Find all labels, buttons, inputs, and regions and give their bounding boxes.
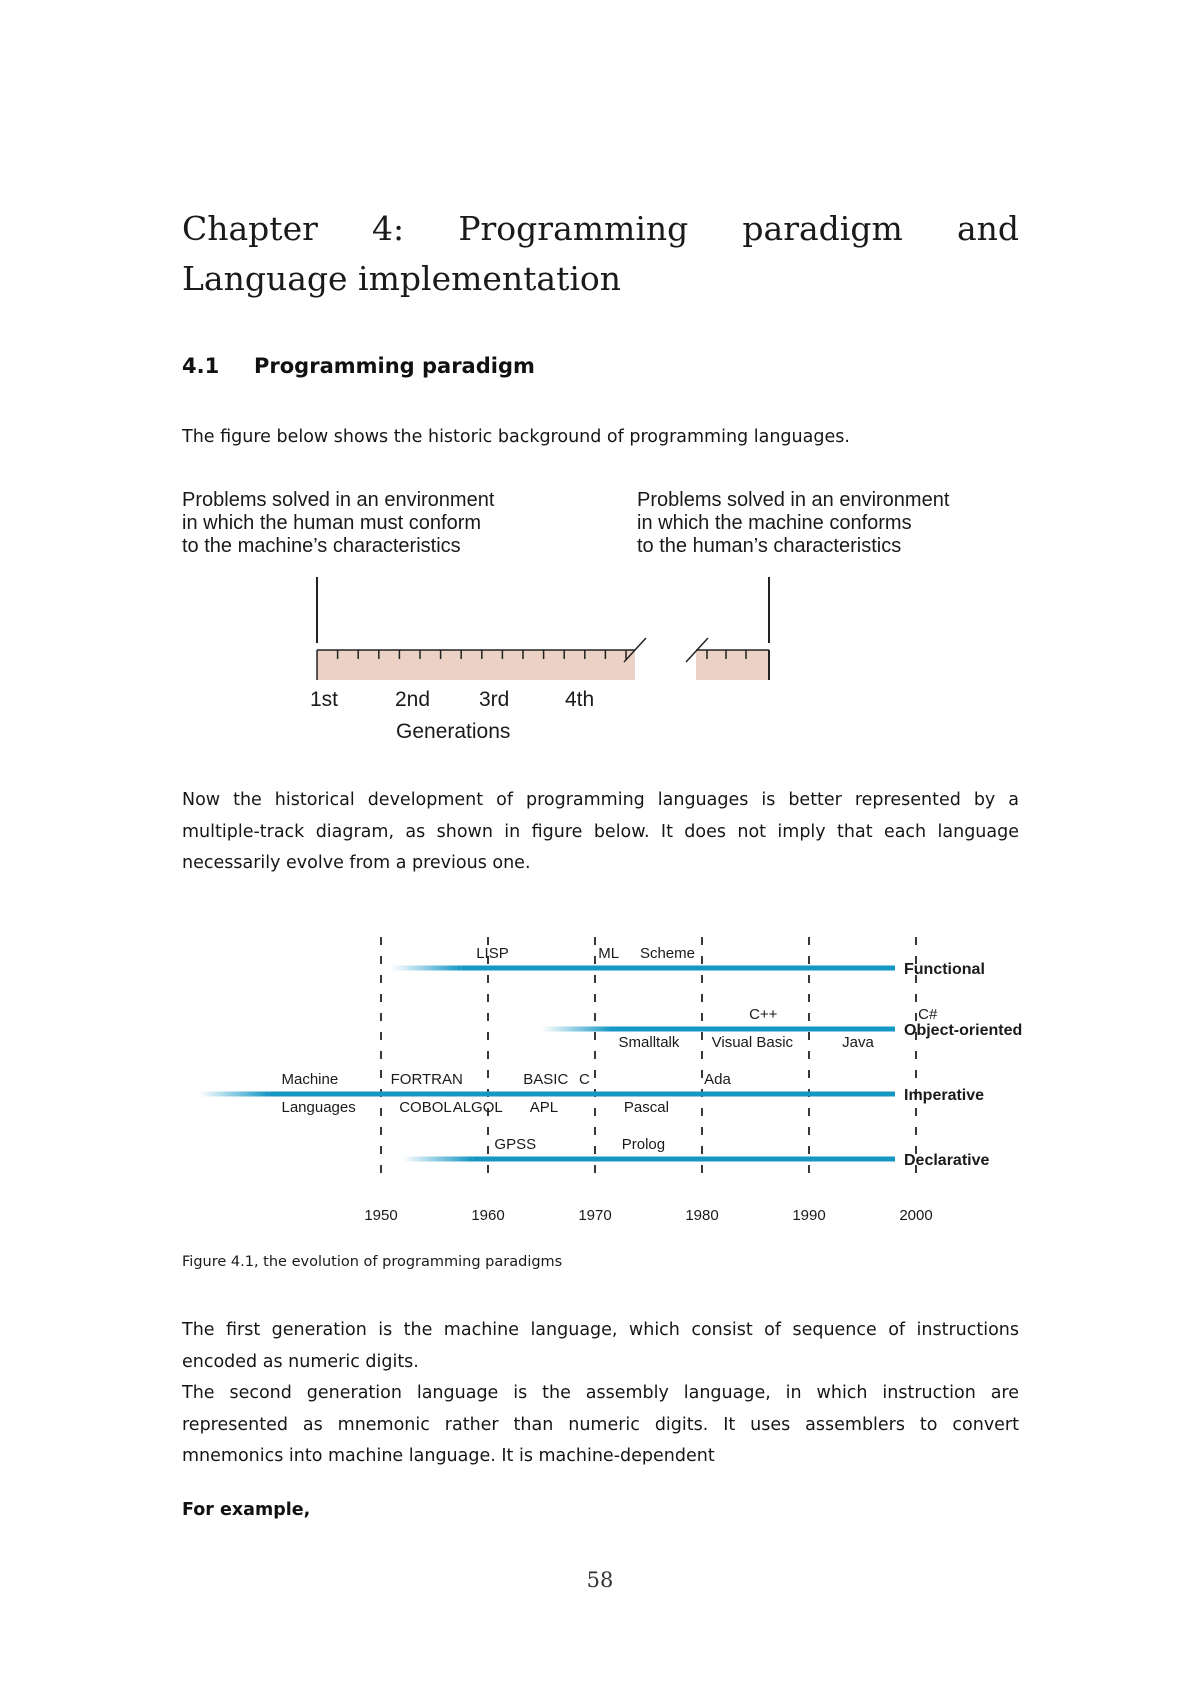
language-label: Smalltalk xyxy=(618,1034,680,1051)
language-label: Pascal xyxy=(623,1099,669,1116)
language-label: Scheme xyxy=(639,945,695,962)
track-line-fade xyxy=(392,966,462,971)
left-caption xyxy=(182,489,495,557)
year-tick-label: 1970 xyxy=(578,1207,612,1224)
right-caption xyxy=(637,489,950,557)
language-label: Visual Basic xyxy=(711,1034,794,1051)
year-tick-label: 1950 xyxy=(364,1207,398,1224)
example-heading: For example, xyxy=(182,1500,311,1520)
language-label: C xyxy=(578,1071,590,1088)
track-line xyxy=(269,1092,895,1097)
language-label: BASIC xyxy=(523,1071,569,1088)
paragraph-multitrack: Now the historical development of programming languages is better represented by a multiple-track diagram, as shown in figure below. It does not imply that each language necessarily evolve from a previous one. xyxy=(182,790,1019,873)
year-tick-label: 1990 xyxy=(792,1207,826,1224)
intro-paragraph: The figure below shows the historic background of programming languages. xyxy=(182,427,850,447)
language-label: Ada xyxy=(704,1071,731,1088)
ruler-left-segment xyxy=(317,650,635,680)
section-number: 4.1 xyxy=(182,354,220,378)
language-label: Prolog xyxy=(621,1136,666,1153)
track-name: Imperative xyxy=(904,1087,985,1104)
language-label: Languages xyxy=(281,1099,356,1116)
language-label: Java xyxy=(842,1034,874,1051)
year-tick-label: 1980 xyxy=(685,1207,719,1224)
generation-label: 4th xyxy=(565,688,595,711)
generations-figure xyxy=(170,480,1030,750)
left-caption-line: in which the human must conform xyxy=(182,512,482,534)
language-label: FORTRAN xyxy=(390,1071,463,1088)
track-line xyxy=(472,1157,895,1162)
generation-label: 1st xyxy=(310,688,339,711)
track-line-fade xyxy=(199,1092,269,1097)
left-caption-line: Problems solved in an environment xyxy=(182,489,495,511)
language-label: COBOL xyxy=(399,1099,452,1116)
track-name: Object-oriented xyxy=(904,1022,1023,1039)
track-line-fade xyxy=(542,1027,612,1032)
figure-caption: Figure 4.1, the evolution of programming paradigms xyxy=(182,1254,563,1270)
language-label: ALGOL xyxy=(452,1099,503,1116)
generation-label: 3rd xyxy=(479,688,510,711)
left-caption-line: to the machine’s characteristics xyxy=(182,535,461,557)
track-line-fade xyxy=(402,1157,472,1162)
generation-label: 2nd xyxy=(395,688,431,711)
language-labels xyxy=(281,945,937,1153)
paradigm-evolution-figure xyxy=(170,900,1130,1230)
paragraph-second-generation: The second generation language is the assembly language, in which instruction are represented as mnemonic rather than numeric digits. It uses assemblers to convert mnemonics into machine language. It is machine-dependent xyxy=(182,1383,1019,1466)
track-name: Declarative xyxy=(904,1152,990,1169)
language-label: Machine xyxy=(281,1071,339,1088)
generations-axis-label: Generations xyxy=(396,720,511,743)
chapter-title: Chapter 4: Programming paradigm and Language implementation xyxy=(182,209,1019,298)
language-label: APL xyxy=(529,1099,559,1116)
paragraph-first-generation: The first generation is the machine language, which consist of sequence of instructions encoded as numeric digits. xyxy=(182,1320,1019,1372)
language-label: ML xyxy=(598,945,620,962)
year-axis xyxy=(364,1207,932,1224)
year-tick-label: 2000 xyxy=(899,1207,933,1224)
track-line xyxy=(462,966,895,971)
language-label: C# xyxy=(918,1006,938,1023)
language-label: LISP xyxy=(476,945,509,962)
year-tick-label: 1960 xyxy=(471,1207,505,1224)
track-line xyxy=(612,1027,896,1032)
right-caption-line: in which the machine conforms xyxy=(637,512,912,534)
language-label: GPSS xyxy=(494,1136,537,1153)
right-caption-line: to the human’s characteristics xyxy=(637,535,902,557)
track-name: Functional xyxy=(904,961,985,978)
section-heading xyxy=(182,354,535,378)
paradigm-tracks xyxy=(199,961,1022,1169)
section-title: Programming paradigm xyxy=(254,354,535,378)
page-number: 58 xyxy=(586,1568,614,1592)
right-caption-line: Problems solved in an environment xyxy=(637,489,950,511)
language-label: C++ xyxy=(749,1006,778,1023)
